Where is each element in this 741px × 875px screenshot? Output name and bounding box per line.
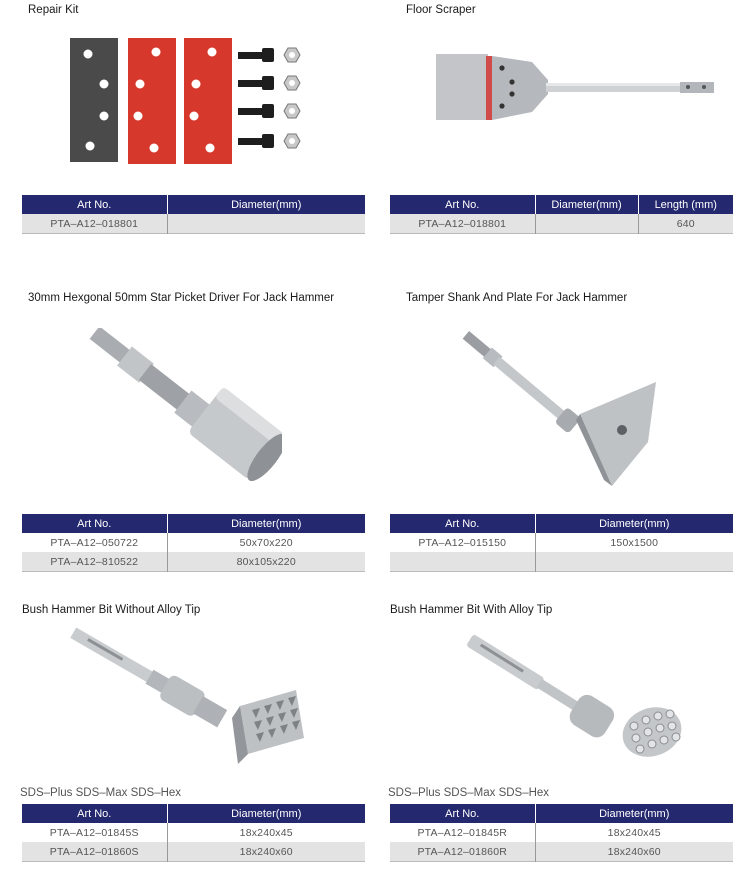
product-title-tamper-shank: Tamper Shank And Plate For Jack Hammer (406, 292, 628, 304)
table-row (22, 842, 365, 862)
table-row (22, 533, 365, 552)
table-row (22, 214, 365, 234)
spec-table-bush-hammer-without-tip (22, 804, 365, 862)
diameter-cell: 80x105x220 (167, 552, 365, 572)
product-title-star-picket-driver: 30mm Hexgonal 50mm Star Picket Driver For Jack Hammer (28, 292, 335, 304)
col-diameter: Diameter(mm) (535, 804, 733, 823)
art-no-cell (390, 552, 535, 572)
diameter-cell: 18x240x60 (167, 842, 365, 862)
table-row (390, 214, 733, 234)
table-row (22, 552, 365, 572)
col-art-no: Art No. (390, 804, 535, 823)
diameter-cell: 50x70x220 (167, 533, 365, 552)
length-cell: 640 (638, 214, 733, 234)
table-row (390, 823, 733, 842)
spec-table-tamper-shank (390, 514, 733, 572)
col-art-no: Art No. (390, 514, 535, 533)
col-art-no: Art No. (22, 804, 167, 823)
art-no-cell: PTA–A12–015150 (390, 533, 535, 552)
col-diameter: Diameter(mm) (535, 195, 638, 214)
col-diameter: Diameter(mm) (167, 195, 365, 214)
tamper-shank-image (462, 330, 662, 490)
product-title-repair-kit: Repair Kit (28, 4, 79, 16)
diameter-cell: 18x240x60 (535, 842, 733, 862)
spec-table-repair-kit (22, 195, 365, 234)
diameter-cell (167, 214, 365, 234)
product-title-bush-hammer-with-tip: Bush Hammer Bit With Alloy Tip (390, 604, 553, 616)
table-row (390, 533, 733, 552)
art-no-cell: PTA–A12–810522 (22, 552, 167, 572)
diameter-cell: 18x240x45 (167, 823, 365, 842)
product-title-bush-hammer-without-tip: Bush Hammer Bit Without Alloy Tip (22, 604, 201, 616)
col-length: Length (mm) (638, 195, 733, 214)
col-art-no: Art No. (390, 195, 535, 214)
table-row (22, 823, 365, 842)
diameter-cell (535, 552, 733, 572)
col-diameter: Diameter(mm) (167, 514, 365, 533)
art-no-cell: PTA–A12–050722 (22, 533, 167, 552)
art-no-cell: PTA–A12–01845R (390, 823, 535, 842)
shank-types-note: SDS–Plus SDS–Max SDS–Hex (388, 787, 550, 799)
bush-hammer-with-tip-image (466, 634, 696, 774)
col-art-no: Art No. (22, 514, 167, 533)
spec-table-floor-scraper (390, 195, 733, 234)
diameter-cell: 150x1500 (535, 533, 733, 552)
spec-table-star-picket-driver (22, 514, 365, 572)
col-art-no: Art No. (22, 195, 167, 214)
table-row (390, 552, 733, 572)
art-no-cell: PTA–A12–018801 (22, 214, 167, 234)
product-title-floor-scraper: Floor Scraper (406, 4, 476, 16)
table-row (390, 842, 733, 862)
bush-hammer-without-tip-image (70, 626, 310, 776)
art-no-cell: PTA–A12–01845S (22, 823, 167, 842)
repair-kit-image (66, 34, 316, 168)
spec-table-bush-hammer-with-tip (390, 804, 733, 862)
art-no-cell: PTA–A12–01860S (22, 842, 167, 862)
art-no-cell: PTA–A12–01860R (390, 842, 535, 862)
art-no-cell: PTA–A12–018801 (390, 214, 535, 234)
col-diameter: Diameter(mm) (535, 514, 733, 533)
floor-scraper-image (432, 50, 722, 126)
shank-types-note: SDS–Plus SDS–Max SDS–Hex (20, 787, 182, 799)
star-picket-driver-image (86, 328, 282, 494)
col-diameter: Diameter(mm) (167, 804, 365, 823)
diameter-cell: 18x240x45 (535, 823, 733, 842)
diameter-cell (535, 214, 638, 234)
